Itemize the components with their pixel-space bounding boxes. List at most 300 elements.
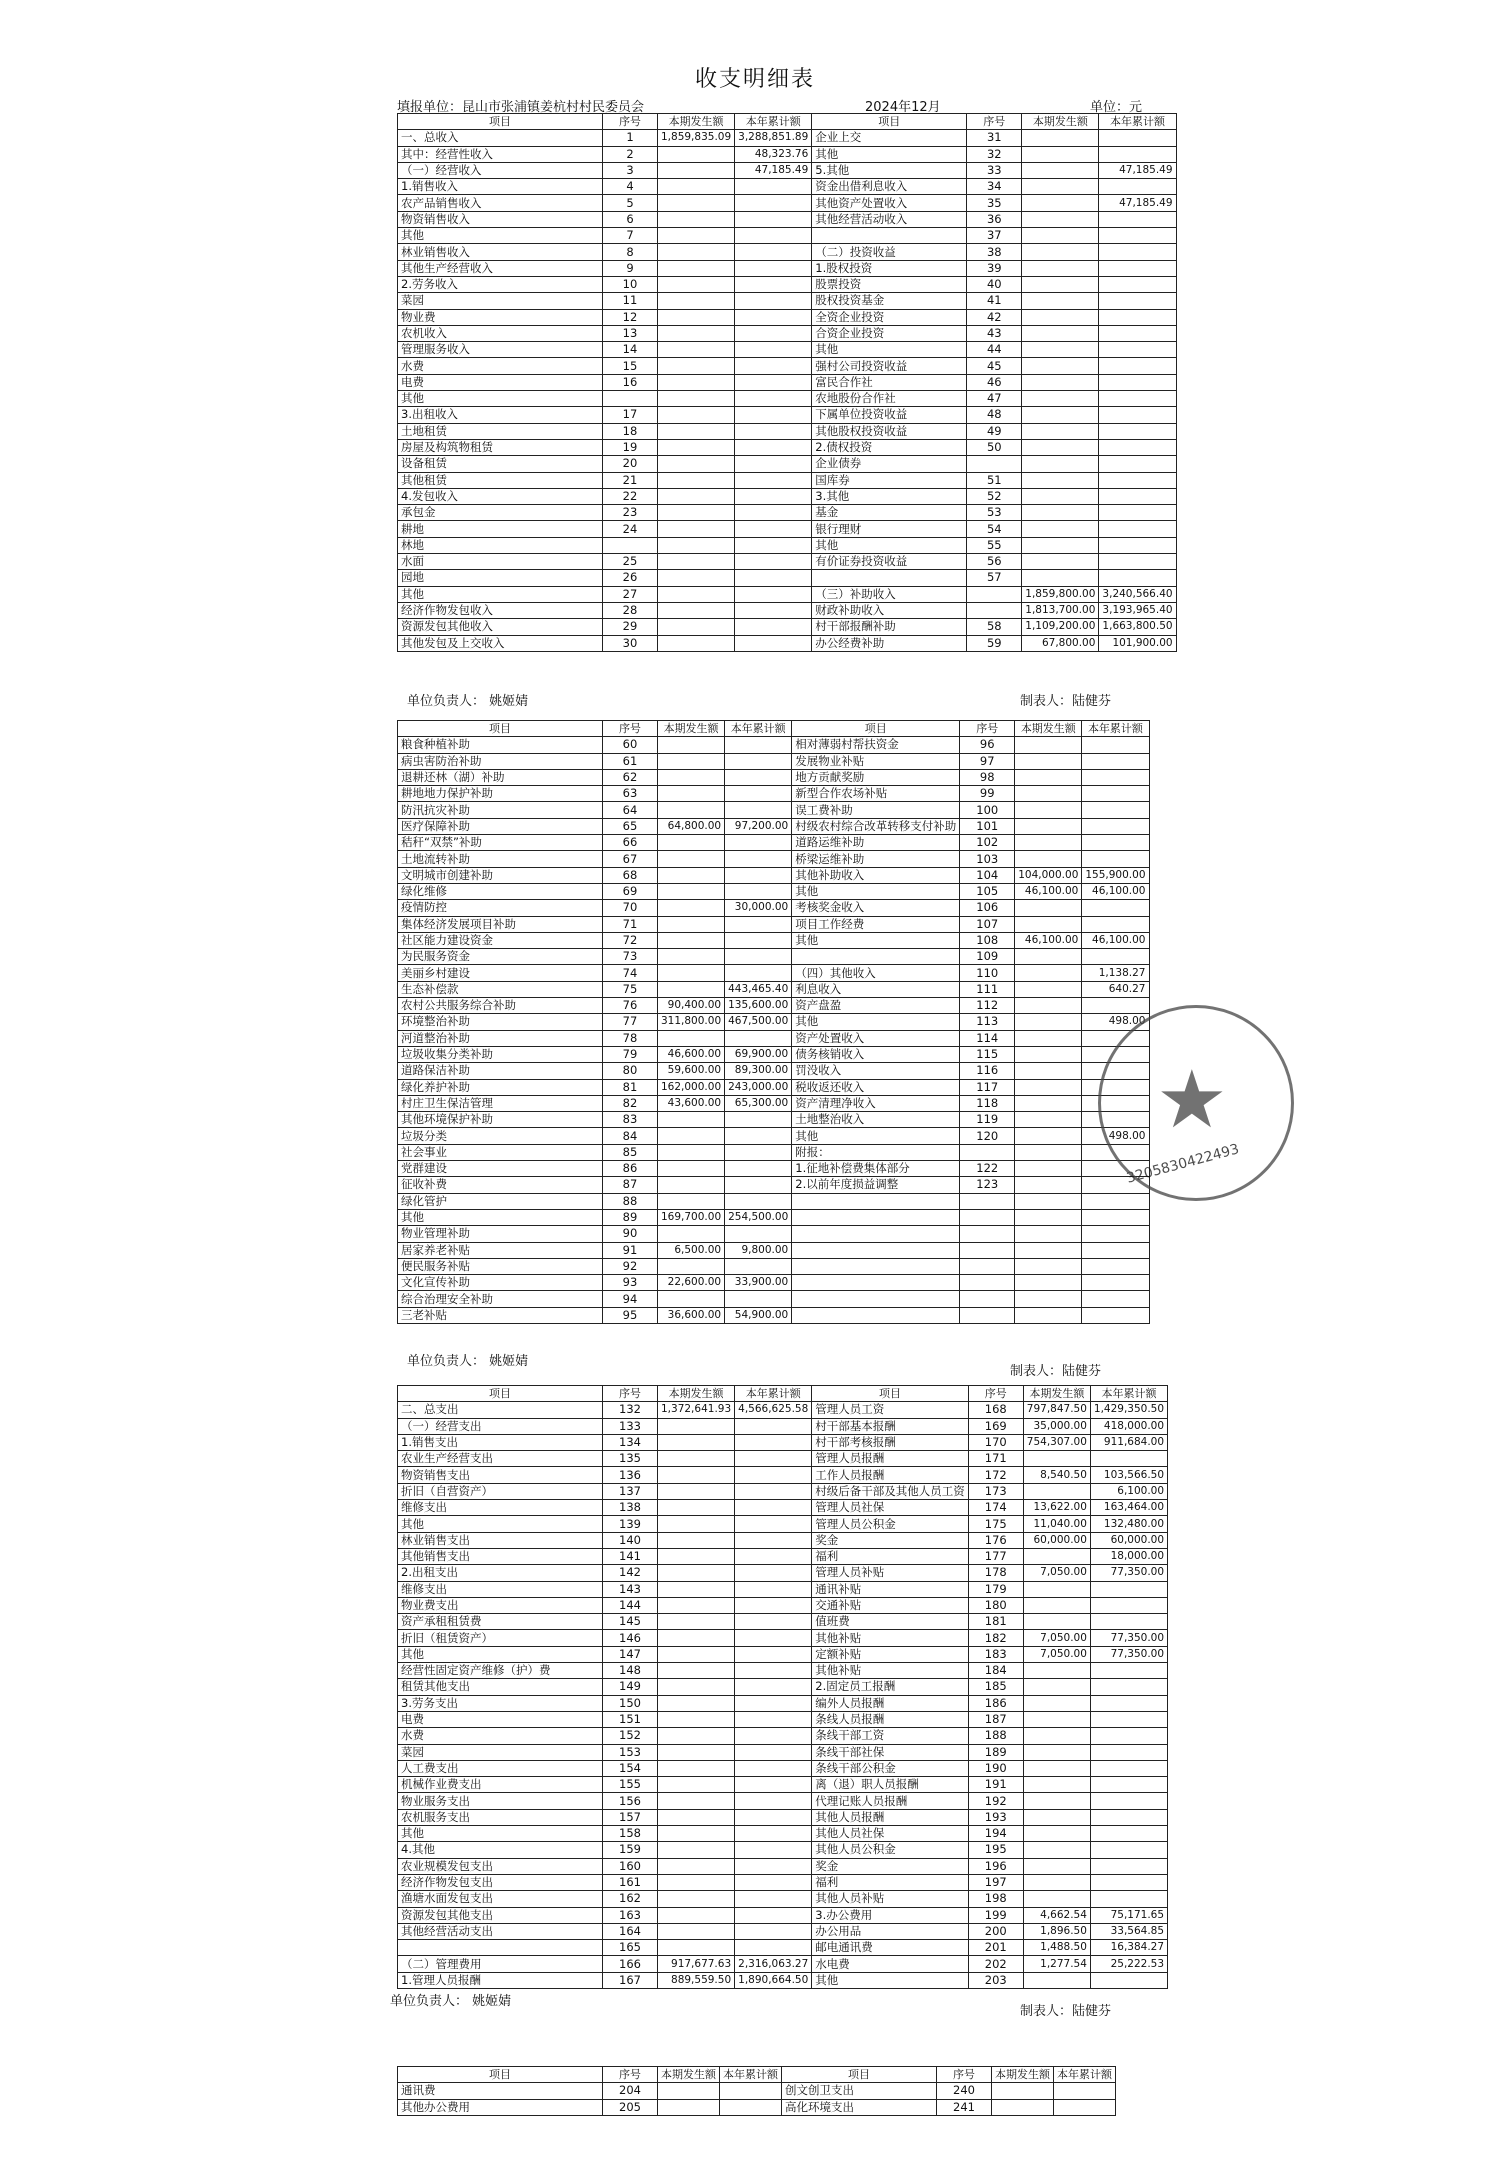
no-cell: 60 — [603, 737, 658, 753]
ytd-cell — [1090, 1663, 1167, 1679]
ytd-cell — [725, 851, 792, 867]
no-cell: 159 — [603, 1842, 658, 1858]
current-cell: 7,050.00 — [1023, 1565, 1090, 1581]
current-cell — [1022, 293, 1099, 309]
item-cell: 管理人员工资 — [812, 1402, 969, 1418]
no-cell: 86 — [603, 1161, 658, 1177]
current-cell — [1022, 554, 1099, 570]
current-cell — [1023, 1972, 1090, 1988]
table-row — [398, 195, 1177, 211]
ytd-cell — [1099, 276, 1176, 292]
no-cell — [603, 537, 658, 553]
current-cell — [658, 293, 735, 309]
item-cell: 其他 — [398, 1826, 603, 1842]
no-cell: 112 — [960, 998, 1015, 1014]
no-cell: 134 — [603, 1434, 658, 1450]
item-cell: 办公用品 — [812, 1923, 969, 1939]
current-cell — [1022, 276, 1099, 292]
ytd-cell — [725, 949, 792, 965]
ytd-cell — [735, 1711, 812, 1727]
no-cell: 240 — [937, 2083, 992, 2099]
no-cell: 187 — [968, 1711, 1023, 1727]
ytd-cell: 60,000.00 — [1090, 1532, 1167, 1548]
data-table — [397, 720, 1150, 1324]
current-cell — [658, 867, 725, 883]
column-header-ytd: 本年累计额 — [735, 114, 812, 130]
ytd-cell — [720, 2099, 782, 2115]
no-cell: 57 — [967, 570, 1022, 586]
ytd-cell — [735, 619, 812, 635]
ytd-cell — [1082, 1226, 1149, 1242]
table-row — [398, 802, 1150, 818]
table-row — [398, 1858, 1168, 1874]
current-cell — [658, 1744, 735, 1760]
no-cell: 58 — [967, 619, 1022, 635]
item-cell — [792, 1275, 960, 1291]
no-cell: 8 — [603, 244, 658, 260]
table-row — [398, 1891, 1168, 1907]
table-row — [398, 1679, 1168, 1695]
page-title: 收支明细表 — [694, 67, 815, 92]
item-cell: 维修支出 — [398, 1581, 603, 1597]
current-cell: 917,677.63 — [658, 1956, 735, 1972]
ytd-cell — [1054, 2099, 1116, 2115]
ytd-cell — [735, 1434, 812, 1450]
current-cell: 7,050.00 — [1023, 1630, 1090, 1646]
item-cell: 退耕还林（湖）补助 — [398, 769, 603, 785]
column-header-item: 项目 — [782, 2067, 937, 2083]
table-row — [398, 1402, 1168, 1418]
current-cell — [1015, 1307, 1082, 1323]
table-row — [398, 851, 1150, 867]
ytd-cell — [1082, 786, 1149, 802]
item-cell: 1.征地补偿费集体部分 — [792, 1161, 960, 1177]
no-cell: 103 — [960, 851, 1015, 867]
table-row — [398, 998, 1150, 1014]
no-cell: 32 — [967, 146, 1022, 162]
no-cell: 7 — [603, 228, 658, 244]
item-cell: 股票投资 — [812, 276, 967, 292]
item-cell: 其他人员报酬 — [812, 1809, 969, 1825]
no-cell: 9 — [603, 260, 658, 276]
no-cell: 24 — [603, 521, 658, 537]
item-cell: 其他 — [812, 342, 967, 358]
ytd-cell — [735, 309, 812, 325]
current-cell — [1023, 1548, 1090, 1564]
item-cell: 其他补助收入 — [792, 867, 960, 883]
table-row — [398, 1663, 1168, 1679]
table-row — [398, 753, 1150, 769]
no-cell: 152 — [603, 1728, 658, 1744]
no-cell: 185 — [968, 1679, 1023, 1695]
item-cell: 电费 — [398, 1711, 603, 1727]
table-row — [398, 1418, 1168, 1434]
no-cell: 142 — [603, 1565, 658, 1581]
item-cell: 奖金 — [812, 1858, 969, 1874]
item-cell: 垃圾收集分类补助 — [398, 1046, 603, 1062]
current-cell — [1015, 1046, 1082, 1062]
item-cell: 园地 — [398, 570, 603, 586]
item-cell: 耕地地力保护补助 — [398, 786, 603, 802]
ytd-cell — [725, 769, 792, 785]
no-cell: 157 — [603, 1809, 658, 1825]
current-cell: 4,662.54 — [1023, 1907, 1090, 1923]
table-row — [398, 883, 1150, 899]
current-cell — [658, 1128, 725, 1144]
current-cell — [1023, 1728, 1090, 1744]
current-cell — [658, 1923, 735, 1939]
item-cell: 秸秆“双禁”补助 — [398, 835, 603, 851]
current-cell — [1015, 1209, 1082, 1225]
current-cell — [658, 1940, 735, 1956]
item-cell: 村干部基本报酬 — [812, 1418, 969, 1434]
item-cell: 折旧（租赁资产） — [398, 1630, 603, 1646]
no-cell: 182 — [968, 1630, 1023, 1646]
item-cell: 条线干部工资 — [812, 1728, 969, 1744]
ytd-cell: 6,100.00 — [1090, 1483, 1167, 1499]
no-cell: 25 — [603, 554, 658, 570]
ytd-cell — [735, 1940, 812, 1956]
current-cell — [658, 851, 725, 867]
ytd-cell — [735, 537, 812, 553]
no-cell: 84 — [603, 1128, 658, 1144]
current-cell — [658, 1777, 735, 1793]
item-cell: 综合治理安全补助 — [398, 1291, 603, 1307]
item-cell: 疫情防控 — [398, 900, 603, 916]
item-cell: 农产品销售收入 — [398, 195, 603, 211]
table-row — [398, 1177, 1150, 1193]
item-cell: 电费 — [398, 374, 603, 390]
table-row — [398, 1095, 1150, 1111]
ytd-cell — [725, 1161, 792, 1177]
no-cell — [967, 586, 1022, 602]
item-cell: 考核奖金收入 — [792, 900, 960, 916]
ytd-cell — [725, 965, 792, 981]
current-cell — [658, 1581, 735, 1597]
no-cell: 47 — [967, 391, 1022, 407]
table-row — [398, 276, 1177, 292]
item-cell — [792, 1307, 960, 1323]
current-cell — [1015, 1144, 1082, 1160]
item-cell: 附报： — [792, 1144, 960, 1160]
table-row — [398, 309, 1177, 325]
ytd-cell — [1082, 1307, 1149, 1323]
ytd-cell — [735, 1842, 812, 1858]
no-cell: 97 — [960, 753, 1015, 769]
ytd-cell — [1099, 325, 1176, 341]
item-cell: 二、总支出 — [398, 1402, 603, 1418]
current-cell — [658, 521, 735, 537]
ytd-cell — [1082, 769, 1149, 785]
current-cell — [658, 1826, 735, 1842]
item-cell: 绿化管护 — [398, 1193, 603, 1209]
no-cell: 100 — [960, 802, 1015, 818]
current-cell — [1023, 1451, 1090, 1467]
item-cell: 物业费支出 — [398, 1597, 603, 1613]
column-header-no: 序号 — [603, 721, 658, 737]
no-cell: 18 — [603, 423, 658, 439]
no-cell: 158 — [603, 1826, 658, 1842]
table-row — [398, 586, 1177, 602]
ytd-cell — [1099, 488, 1176, 504]
column-header-ytd: 本年累计额 — [725, 721, 792, 737]
no-cell: 188 — [968, 1728, 1023, 1744]
table-row — [398, 1956, 1168, 1972]
column-header-ytd: 本年累计额 — [1099, 114, 1176, 130]
ytd-cell: 1,429,350.50 — [1090, 1402, 1167, 1418]
item-cell: 新型合作农场补贴 — [792, 786, 960, 802]
item-cell: 2.出租支出 — [398, 1565, 603, 1581]
no-cell: 62 — [603, 769, 658, 785]
column-header-current: 本期发生额 — [658, 1386, 735, 1402]
table-row — [398, 867, 1150, 883]
current-cell: 60,000.00 — [1023, 1532, 1090, 1548]
no-cell: 202 — [968, 1956, 1023, 1972]
no-cell: 76 — [603, 998, 658, 1014]
no-cell: 75 — [603, 981, 658, 997]
current-cell — [658, 1907, 735, 1923]
table-row — [398, 211, 1177, 227]
item-cell: 财政补助收入 — [812, 602, 967, 618]
item-cell: （一）经营支出 — [398, 1418, 603, 1434]
no-cell: 20 — [603, 456, 658, 472]
no-cell: 12 — [603, 309, 658, 325]
current-cell — [1015, 1291, 1082, 1307]
table-row — [398, 1291, 1150, 1307]
current-cell — [1015, 851, 1082, 867]
ytd-cell — [725, 1226, 792, 1242]
item-cell: 债务核销收入 — [792, 1046, 960, 1062]
ytd-cell — [735, 1483, 812, 1499]
item-cell: 农机收入 — [398, 325, 603, 341]
item-cell: 物业管理补助 — [398, 1226, 603, 1242]
item-cell: 道路运维补助 — [792, 835, 960, 851]
no-cell: 3 — [603, 162, 658, 178]
no-cell: 155 — [603, 1777, 658, 1793]
item-cell: 福利 — [812, 1548, 969, 1564]
current-cell — [1015, 737, 1082, 753]
no-cell: 171 — [968, 1451, 1023, 1467]
table-row — [398, 1275, 1150, 1291]
ytd-cell — [735, 228, 812, 244]
ytd-cell: 18,000.00 — [1090, 1548, 1167, 1564]
ytd-cell — [1082, 1209, 1149, 1225]
table-row — [398, 325, 1177, 341]
table-row — [398, 1826, 1168, 1842]
no-cell: 85 — [603, 1144, 658, 1160]
no-cell: 105 — [960, 883, 1015, 899]
column-header-item: 项目 — [812, 114, 967, 130]
current-cell — [658, 1760, 735, 1776]
no-cell: 81 — [603, 1079, 658, 1095]
no-cell: 21 — [603, 472, 658, 488]
current-cell — [1015, 802, 1082, 818]
ytd-cell — [1090, 1581, 1167, 1597]
current-cell — [1015, 981, 1082, 997]
ytd-cell — [735, 1516, 812, 1532]
ytd-cell: 103,566.50 — [1090, 1467, 1167, 1483]
no-cell: 102 — [960, 835, 1015, 851]
ytd-cell — [735, 1923, 812, 1939]
item-cell: 其他资产处置收入 — [812, 195, 967, 211]
no-cell: 68 — [603, 867, 658, 883]
current-cell — [658, 1226, 725, 1242]
no-cell: 55 — [967, 537, 1022, 553]
current-cell — [658, 753, 725, 769]
current-cell — [1023, 1858, 1090, 1874]
ytd-cell: 1,663,800.50 — [1099, 619, 1176, 635]
item-cell: 其他人员补贴 — [812, 1891, 969, 1907]
table-row — [398, 1630, 1168, 1646]
no-cell: 110 — [960, 965, 1015, 981]
item-cell: 2.固定员工报酬 — [812, 1679, 969, 1695]
item-cell: 其他经营活动支出 — [398, 1923, 603, 1939]
item-cell: 其他 — [398, 228, 603, 244]
no-cell: 117 — [960, 1079, 1015, 1095]
item-cell: 代理记账人员报酬 — [812, 1793, 969, 1809]
item-cell: 创文创卫支出 — [782, 2083, 937, 2099]
ytd-cell — [1082, 851, 1149, 867]
no-cell: 79 — [603, 1046, 658, 1062]
item-cell: 水面 — [398, 554, 603, 570]
current-cell — [658, 1728, 735, 1744]
item-cell: 维修支出 — [398, 1500, 603, 1516]
table-row — [398, 1500, 1168, 1516]
current-cell: 22,600.00 — [658, 1275, 725, 1291]
item-cell: （三）补助收入 — [812, 586, 967, 602]
ytd-cell — [1082, 737, 1149, 753]
table-row — [398, 1760, 1168, 1776]
current-cell — [1015, 1063, 1082, 1079]
current-cell — [658, 228, 735, 244]
table-row — [398, 619, 1177, 635]
current-cell — [1023, 1483, 1090, 1499]
item-cell: 物业服务支出 — [398, 1793, 603, 1809]
item-cell: 水电费 — [812, 1956, 969, 1972]
current-cell — [658, 374, 735, 390]
no-cell: 41 — [967, 293, 1022, 309]
no-cell: 168 — [968, 1402, 1023, 1418]
item-cell: 林业销售收入 — [398, 244, 603, 260]
item-cell: 通讯补贴 — [812, 1581, 969, 1597]
table-row — [398, 900, 1150, 916]
item-cell: 粮食种植补助 — [398, 737, 603, 753]
item-cell: 1.销售支出 — [398, 1434, 603, 1450]
ytd-cell — [735, 1548, 812, 1564]
no-cell: 179 — [968, 1581, 1023, 1597]
current-cell — [658, 472, 735, 488]
no-cell: 82 — [603, 1095, 658, 1111]
item-cell: 耕地 — [398, 521, 603, 537]
table-row — [398, 439, 1177, 455]
ytd-cell — [1099, 293, 1176, 309]
item-cell: 其他 — [812, 537, 967, 553]
current-cell — [992, 2083, 1054, 2099]
ytd-cell: 254,500.00 — [725, 1209, 792, 1225]
no-cell — [960, 1258, 1015, 1274]
ytd-cell: 163,464.00 — [1090, 1500, 1167, 1516]
ytd-cell: 89,300.00 — [725, 1063, 792, 1079]
item-cell: 菜园 — [398, 1744, 603, 1760]
current-cell — [658, 423, 735, 439]
current-cell — [1023, 1581, 1090, 1597]
current-cell — [658, 1858, 735, 1874]
current-cell — [1022, 162, 1099, 178]
column-header-ytd: 本年累计额 — [1090, 1386, 1167, 1402]
ytd-cell — [1082, 835, 1149, 851]
current-cell: 311,800.00 — [658, 1014, 725, 1030]
maker-signature-1: 制表人：陆健芬 — [1020, 694, 1112, 709]
item-cell: 编外人员报酬 — [812, 1695, 969, 1711]
no-cell: 40 — [967, 276, 1022, 292]
ytd-cell: 47,185.49 — [1099, 162, 1176, 178]
no-cell: 77 — [603, 1014, 658, 1030]
item-cell: 水费 — [398, 358, 603, 374]
item-cell: （一）经营收入 — [398, 162, 603, 178]
column-header-item: 项目 — [792, 721, 960, 737]
current-cell — [1015, 1079, 1082, 1095]
item-cell: （四）其他收入 — [792, 965, 960, 981]
no-cell: 64 — [603, 802, 658, 818]
ytd-cell: 77,350.00 — [1090, 1630, 1167, 1646]
no-cell: 36 — [967, 211, 1022, 227]
ytd-cell — [735, 391, 812, 407]
current-cell — [1022, 407, 1099, 423]
no-cell: 11 — [603, 293, 658, 309]
ytd-cell — [1099, 374, 1176, 390]
no-cell: 43 — [967, 325, 1022, 341]
current-cell — [1023, 1663, 1090, 1679]
table-row — [398, 769, 1150, 785]
seal-star-icon: ★ — [1156, 1053, 1228, 1146]
table-row — [398, 391, 1177, 407]
ytd-cell — [735, 423, 812, 439]
ytd-cell: 69,900.00 — [725, 1046, 792, 1062]
no-cell: 111 — [960, 981, 1015, 997]
current-cell — [658, 900, 725, 916]
current-cell — [658, 211, 735, 227]
item-cell: 强村公司投资收益 — [812, 358, 967, 374]
ytd-cell — [1090, 1858, 1167, 1874]
no-cell — [960, 1209, 1015, 1225]
ytd-cell — [735, 1418, 812, 1434]
current-cell: 59,600.00 — [658, 1063, 725, 1079]
current-cell — [1023, 1711, 1090, 1727]
ytd-cell — [1099, 570, 1176, 586]
item-cell: 1.股权投资 — [812, 260, 967, 276]
ytd-cell — [1090, 1777, 1167, 1793]
current-cell — [658, 1679, 735, 1695]
item-cell: 其他补贴 — [812, 1630, 969, 1646]
no-cell: 133 — [603, 1418, 658, 1434]
item-cell: 居家养老补贴 — [398, 1242, 603, 1258]
ytd-cell: 132,480.00 — [1090, 1516, 1167, 1532]
no-cell: 176 — [968, 1532, 1023, 1548]
table-row — [398, 2099, 1116, 2115]
table-row — [398, 1907, 1168, 1923]
current-cell — [658, 325, 735, 341]
current-cell — [658, 619, 735, 635]
item-cell: 其他租赁 — [398, 472, 603, 488]
ytd-cell — [725, 1112, 792, 1128]
no-cell: 50 — [967, 439, 1022, 455]
item-cell: 文明城市创建补助 — [398, 867, 603, 883]
ytd-cell: 47,185.49 — [735, 162, 812, 178]
no-cell: 2 — [603, 146, 658, 162]
ytd-cell — [735, 586, 812, 602]
current-cell: 104,000.00 — [1015, 867, 1082, 883]
current-cell: 1,488.50 — [1023, 1940, 1090, 1956]
